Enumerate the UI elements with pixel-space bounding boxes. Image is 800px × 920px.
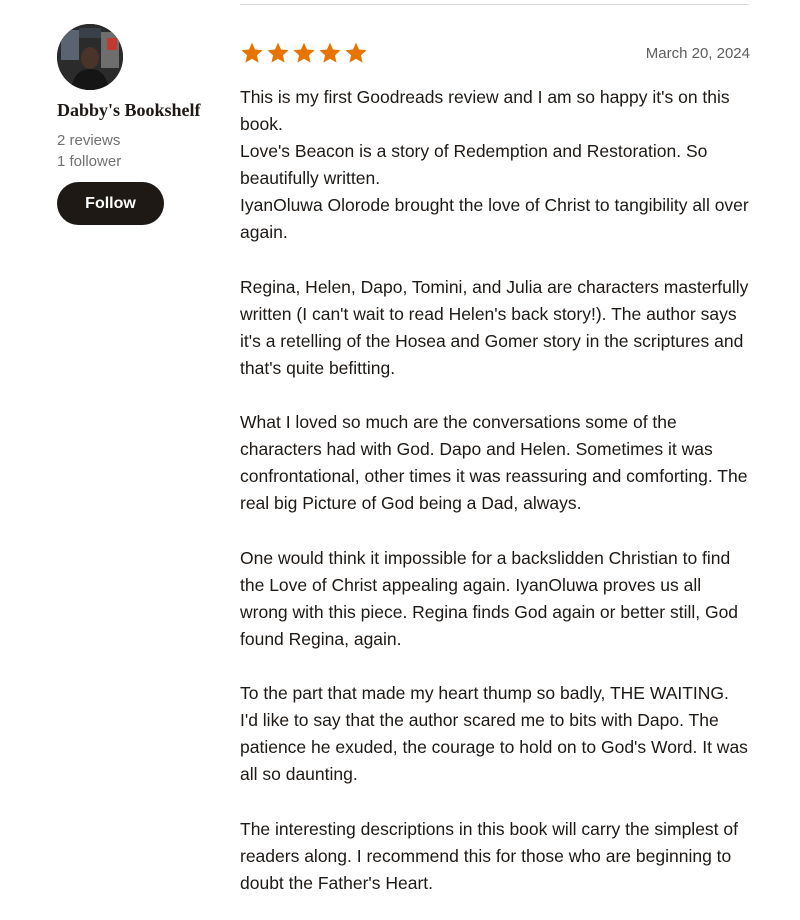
reviews-count[interactable]: 2 reviews — [57, 132, 121, 149]
star-icon — [266, 41, 290, 65]
review-paragraph — [240, 680, 750, 788]
review-header — [240, 38, 750, 68]
followers-count[interactable]: 1 follower — [57, 153, 122, 170]
reviewer-name[interactable]: Dabby's Bookshelf — [57, 100, 201, 120]
reviewer-card — [57, 24, 217, 225]
review-paragraph — [240, 409, 750, 517]
review-paragraph — [240, 274, 750, 382]
review-line: Regina, Helen, Dapo, Tomini, and Julia are characters masterfully written (I can't wait to read Helen's back story!). The author says it's a retelling of the Hosea and Gomer story in the scriptures and that's quite befitting. — [240, 276, 749, 378]
top-divider — [240, 4, 749, 5]
review-line: This is my first Goodreads review and I am so happy it's on this book. — [240, 87, 730, 135]
star-icon — [344, 41, 368, 65]
review-line: One would think it impossible for a backslidden Christian to find the Love of Christ appealing again. IyanOluwa proves us all wrong with this piece. Regina finds God again or better still, God found Regina, again. — [240, 547, 739, 649]
review-line: Love's Beacon is a story of Redemption and Restoration. So beautifully written. — [240, 141, 708, 189]
review-text — [240, 84, 750, 897]
review-paragraph — [240, 545, 750, 653]
review-paragraph — [240, 84, 750, 247]
avatar[interactable] — [57, 24, 123, 90]
review-line: The interesting descriptions in this book will carry the simplest of readers along. I recommend this for those who are beginning to doubt the Father's Heart. — [240, 818, 738, 893]
star-rating — [240, 41, 368, 65]
avatar-photo-icon — [57, 24, 123, 90]
reviewer-stats — [57, 130, 217, 172]
star-icon — [318, 41, 342, 65]
review-line: To the part that made my heart thump so badly, THE WAITING. I'd like to say that the author scared me to bits with Dapo. The patience he exuded, the courage to hold on to God's Word. It was all so daunting. — [240, 683, 748, 785]
review-card — [240, 38, 750, 897]
review-date[interactable]: March 20, 2024 — [645, 44, 750, 62]
review-line: What I loved so much are the conversations some of the characters had with God. Dapo and Helen. Sometimes it was confrontational, other times it was reassuring and comforting. The real big Picture of God being a Dad, always. — [240, 412, 748, 514]
review-line: IyanOluwa Olorode brought the love of Christ to tangibility all over again. — [240, 195, 749, 243]
review-paragraph — [240, 816, 750, 897]
star-icon — [240, 41, 264, 65]
follow-button[interactable]: Follow — [57, 182, 164, 225]
star-icon — [292, 41, 316, 65]
